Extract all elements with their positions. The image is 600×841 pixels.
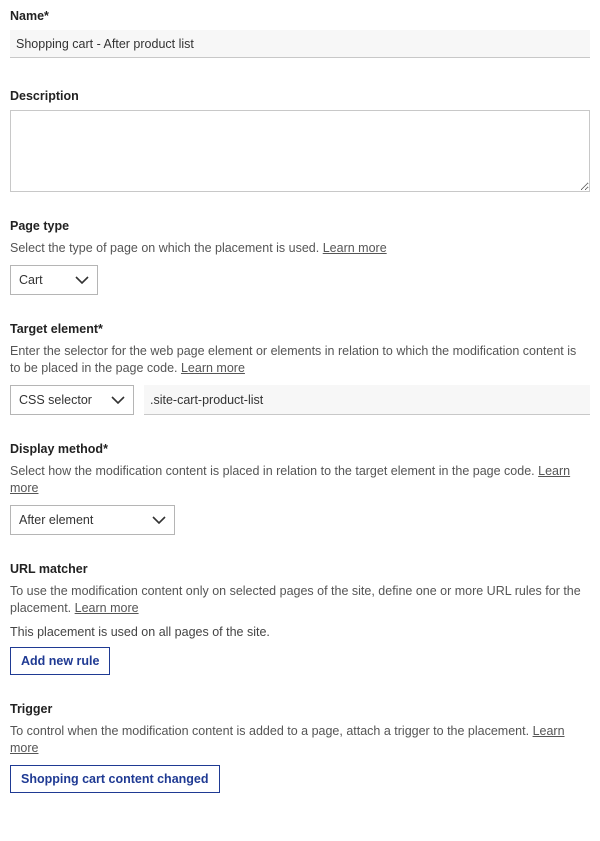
target-element-label: Target element* (10, 322, 103, 336)
page-type-label: Page type (10, 219, 70, 233)
display-method-select[interactable]: After element (10, 505, 175, 535)
selector-type-select[interactable]: CSS selector (10, 385, 134, 415)
description-label: Description (10, 89, 79, 103)
display-method-learn-more-link[interactable]: Learn more (10, 464, 571, 495)
description-textarea[interactable] (10, 110, 590, 192)
url-matcher-label: URL matcher (10, 562, 88, 576)
url-matcher-help (10, 583, 590, 617)
url-matcher-learn-more-link[interactable]: Learn more (74, 601, 139, 615)
page-type-block (10, 218, 590, 295)
spacer-1 (10, 58, 590, 88)
add-new-rule-button[interactable]: Add new rule (10, 647, 110, 675)
display-method-help (10, 463, 590, 497)
display-method-help-text: Select how the modification content is placed in relation to the target element in the page code. (10, 464, 535, 478)
description-field-block (10, 88, 590, 192)
display-method-block (10, 441, 590, 535)
page-type-select[interactable]: Cart (10, 265, 98, 295)
display-method-label: Display method* (10, 442, 108, 456)
url-matcher-help-text: To use the modification content only on selected pages of the site, define one or more URL rules for the placement. (10, 584, 581, 615)
page-type-learn-more-link[interactable]: Learn more (322, 241, 387, 255)
selector-value-input[interactable] (144, 385, 590, 415)
trigger-help (10, 723, 590, 757)
trigger-button[interactable]: Shopping cart content changed (10, 765, 220, 793)
page-type-help (10, 240, 590, 257)
selector-type-select-wrap[interactable] (10, 385, 134, 415)
display-method-select-wrap[interactable] (10, 505, 175, 535)
url-matcher-block (10, 561, 590, 675)
url-matcher-note: This placement is used on all pages of the site. (10, 625, 270, 639)
target-element-help (10, 343, 590, 377)
trigger-block (10, 701, 590, 793)
page-type-select-wrap[interactable] (10, 265, 98, 295)
target-element-block (10, 321, 590, 415)
trigger-help-text: To control when the modification content is added to a page, attach a trigger to the placement. (10, 724, 530, 738)
target-element-help-text: Enter the selector for the web page element or elements in relation to which the modification content is to be placed in the page code. (10, 344, 577, 375)
page-type-help-text: Select the type of page on which the placement is used. (10, 241, 320, 255)
name-input[interactable] (10, 30, 590, 58)
trigger-learn-more-link[interactable]: Learn more (10, 724, 565, 755)
trigger-label: Trigger (10, 702, 53, 716)
target-element-row (10, 385, 590, 415)
target-element-learn-more-link[interactable]: Learn more (180, 361, 245, 375)
name-field-block (10, 8, 590, 58)
name-label: Name* (10, 9, 49, 23)
